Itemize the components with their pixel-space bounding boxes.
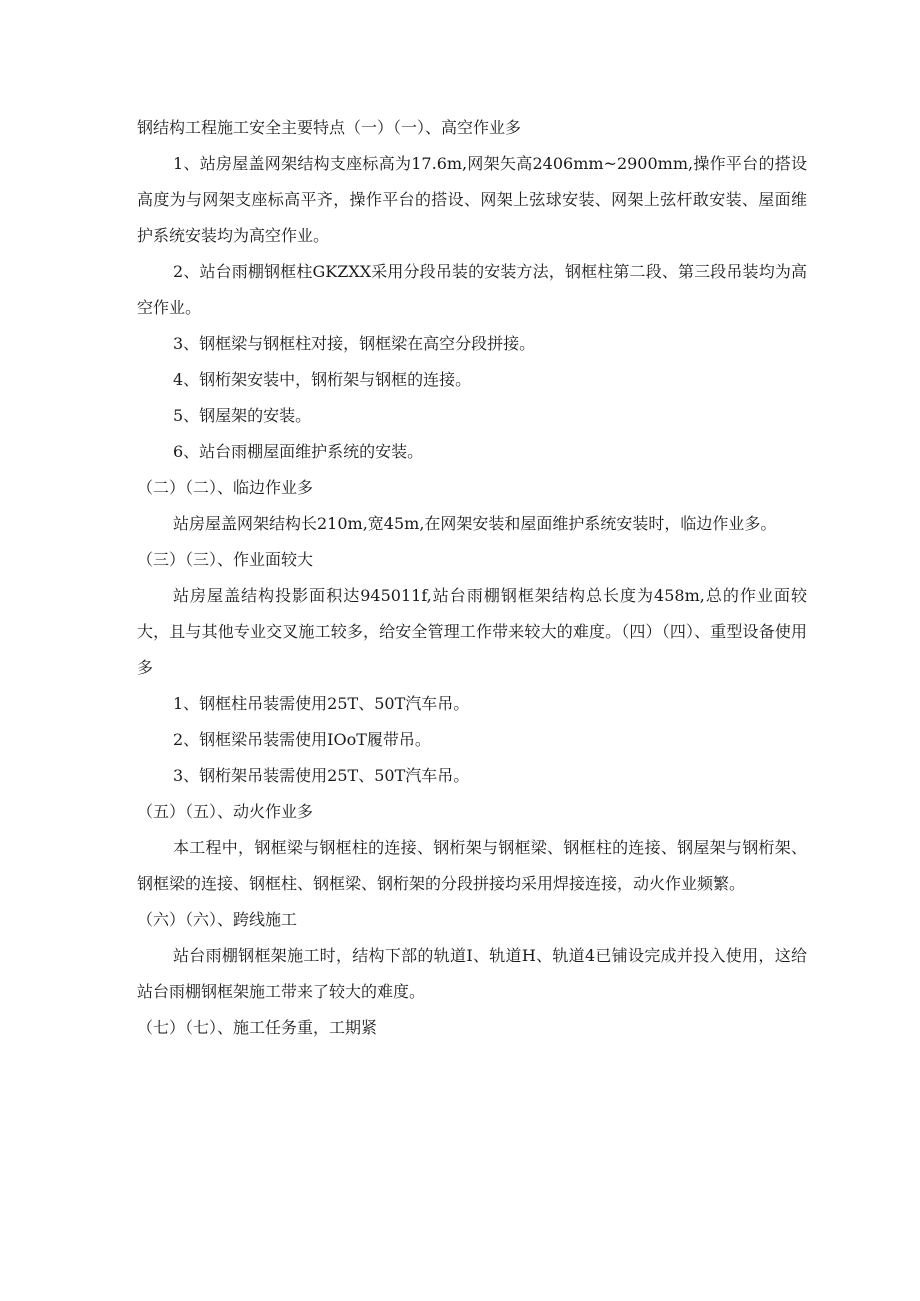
paragraph: 站台雨棚钢框架施工时，结构下部的轨道I、轨道H、轨道4已铺设完成并投入使用，这给站台雨棚钢框架施工带来了较大的难度。 (137, 946, 807, 1001)
paragraph: 2、钢框梁吊装需使用IOoT履带吊。 (173, 730, 431, 749)
paragraph: 6、站台雨棚屋面维护系统的安装。 (173, 442, 424, 461)
doc-title: 钢结构工程施工安全主要特点（一）（一）、高空作业多 (137, 118, 522, 137)
section-heading: （六）（六）、跨线施工 (137, 910, 298, 929)
paragraph: 5、钢屋架的安装。 (173, 406, 312, 425)
section-heading: （二）（二）、临边作业多 (137, 478, 314, 497)
document-body (137, 110, 807, 1046)
paragraph: 1、钢框柱吊装需使用25T、50T汽车吊。 (173, 694, 470, 713)
paragraph: 3、钢框梁与钢框柱对接，钢框梁在高空分段拼接。 (173, 334, 536, 353)
paragraph: 站房屋盖结构投影面积达945011f,站台雨棚钢框架结构总长度为458m,总的作业面较大，且与其他专业交叉施工较多，给安全管理工作带来较大的难度。（四）（四）、重型设备使用多 (137, 586, 807, 677)
paragraph: 3、钢桁架吊装需使用25T、50T汽车吊。 (173, 766, 470, 785)
paragraph: 1、站房屋盖网架结构支座标高为17.6m,网架矢高2406mm~2900mm,操作平台的搭设高度为与网架支座标高平齐，操作平台的搭设、网架上弦球安装、网架上弦杆敢安装、屋面维护系统安装均为高空作业。 (137, 154, 807, 245)
section-heading: （三）（三）、作业面较大 (137, 550, 314, 569)
section-heading: （五）（五）、动火作业多 (137, 802, 314, 821)
paragraph: 2、站台雨棚钢框柱GKZXX采用分段吊装的安装方法，钢框柱第二段、第三段吊装均为高空作业。 (137, 262, 807, 317)
paragraph: 站房屋盖网架结构长210m,宽45m,在网架安装和屋面维护系统安装时，临边作业多。 (173, 514, 777, 533)
paragraph: 4、钢桁架安装中，钢桁架与钢框的连接。 (173, 370, 472, 389)
section-heading: （七）（七）、施工任务重，工期紧 (137, 1018, 378, 1037)
paragraph: 本工程中，钢框梁与钢框柱的连接、钢桁架与钢框梁、钢框柱的连接、钢屋架与钢桁架、钢框梁的连接、钢框柱、钢框梁、钢桁架的分段拼接均采用焊接连接，动火作业频繁。 (137, 838, 807, 893)
